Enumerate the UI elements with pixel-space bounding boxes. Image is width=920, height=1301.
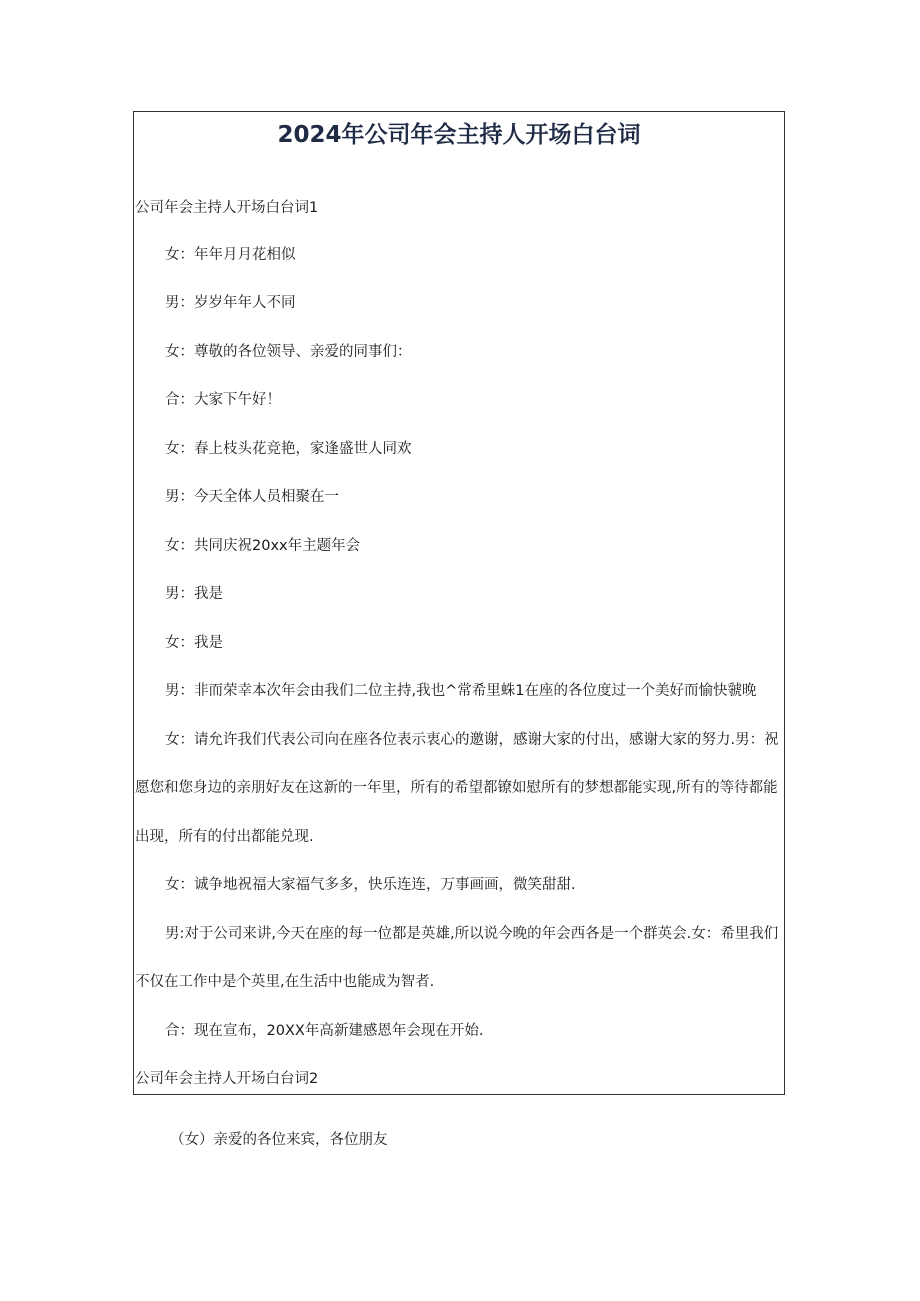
paragraph-heroes-line-2: 不仅在工作中是个英里,在生活中也能成为智者. (135, 974, 435, 990)
paragraph-thanks-line-1: 女：请允许我们代表公司向在座各位表示衷心的邀谢，感谢大家的付出，感谢大家的努力.男：祝 (165, 732, 779, 748)
document-title: 2024年公司年会主持人开场白台词 (277, 122, 641, 148)
dialogue-line: 女：尊敬的各位领导、亲爱的同事们： (165, 344, 412, 360)
dialogue-line-wish: 女：诚争地祝福大家福气多多，快乐连连，万事画画，微笑甜甜. (165, 877, 576, 893)
section-heading-1: 公司年会主持人开场白台词1 (135, 200, 319, 216)
dialogue-line: 女：年年月月花相似 (165, 247, 296, 263)
dialogue-line: 男：今天全体人员相聚在一 (165, 489, 339, 505)
dialogue-line: 男：岁岁年年人不同 (165, 295, 296, 311)
dialogue-line: 女：共同庆祝20xx年主题年会 (165, 538, 361, 554)
dialogue-line: 男：非而荣幸本次年会由我们二位主持,我也^常希里蛛1在座的各位度过一个美好而愉快虢晚 (165, 683, 757, 699)
paragraph-thanks-line-2: 愿您和您身边的亲朋好友在这新的一年里，所有的希望都镣如慰所有的梦想都能实现,所有的等待都能 (135, 780, 778, 796)
section-heading-2: 公司年会主持人开场白台词2 (135, 1071, 319, 1087)
dialogue-line: 合：大家下午好！ (165, 392, 281, 408)
dialogue-line-announce: 合：现在宣布，20XX年高新建感恩年会现在开始. (165, 1023, 484, 1039)
paragraph-thanks-line-3: 出现，所有的付出都能兑现. (135, 829, 314, 845)
after-frame-line: （女）亲爱的各位来宾，各位朋友 (170, 1132, 388, 1148)
dialogue-line: 男：我是 (165, 586, 223, 602)
dialogue-line: 女：我是 (165, 635, 223, 651)
paragraph-heroes-line-1: 男:对于公司来讲,今天在座的每一位都是英雄,所以说今晚的年会西各是一个群英会.女：希里我们 (165, 926, 779, 942)
dialogue-line: 女：春上枝头花竞艳，家逢盛世人同欢 (165, 441, 412, 457)
